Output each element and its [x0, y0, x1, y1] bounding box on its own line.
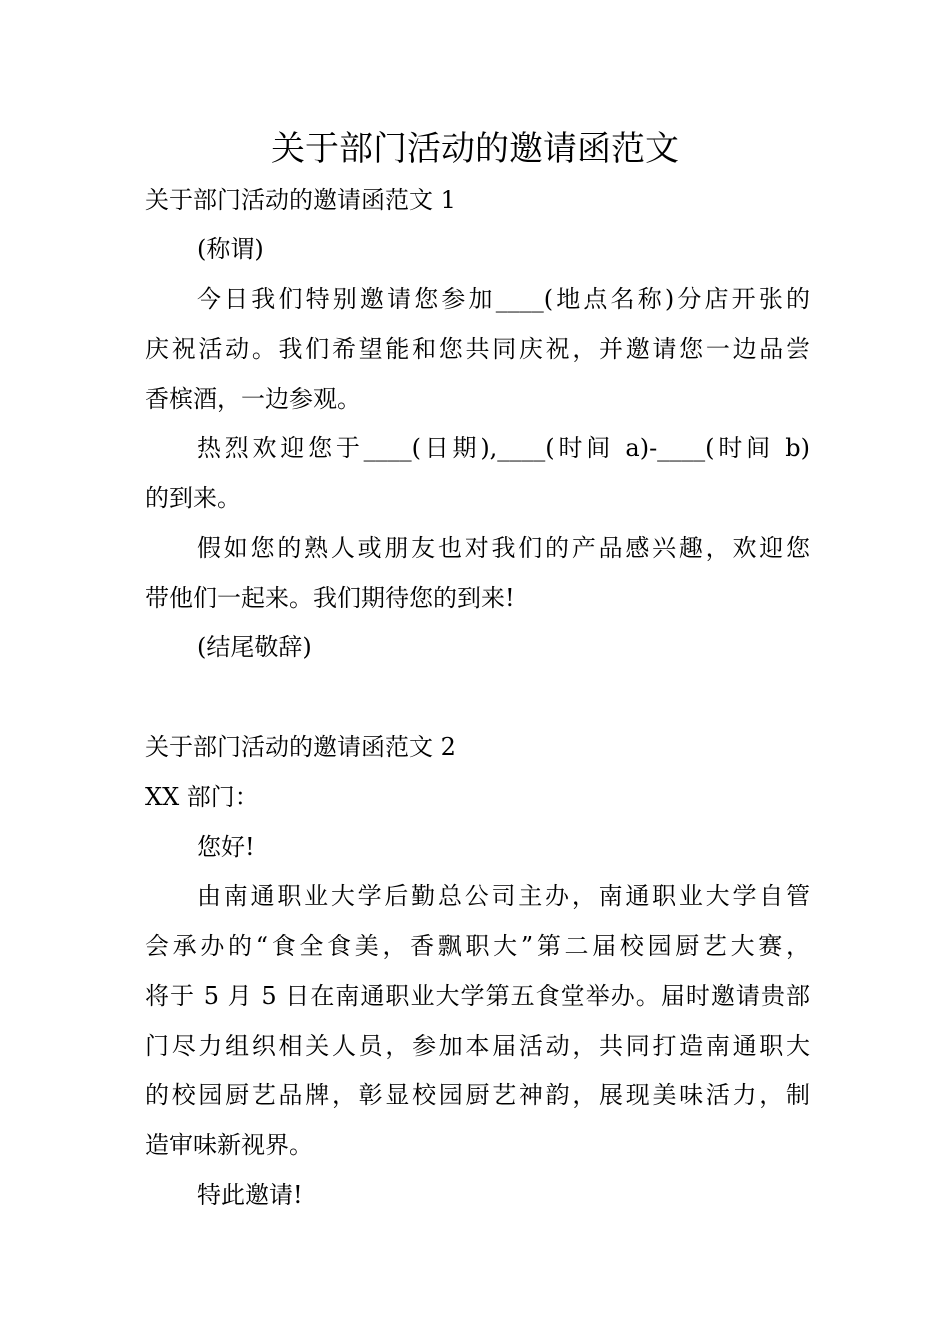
- section1-paragraph1-line2: 庆祝活动。我们希望能和您共同庆祝，并邀请您一边品尝: [145, 335, 810, 363]
- section1-paragraph3-line2: 带他们一起来。我们期待您的到来!: [145, 584, 515, 612]
- section1-paragraph1-line1: 今日我们特别邀请您参加____(地点名称)分店开张的: [197, 285, 810, 313]
- section1-paragraph2-line1: 热烈欢迎您于____(日期),____(时间 a)-____(时间 b): [197, 434, 810, 462]
- section2-greeting: 您好!: [197, 833, 255, 861]
- section2-paragraph1-line3: 将于 5 月 5 日在南通职业大学第五食堂举办。届时邀请贵部: [145, 982, 810, 1010]
- section1-heading: 关于部门活动的邀请函范文 1: [145, 186, 456, 214]
- document-title: 关于部门活动的邀请函范文: [271, 129, 679, 169]
- section2-paragraph1-line2: 会承办的“食全食美，香飘职大”第二届校园厨艺大赛，: [145, 932, 810, 960]
- section2-closing: 特此邀请!: [197, 1181, 303, 1209]
- section2-paragraph1-line4: 门尽力组织相关人员，参加本届活动，共同打造南通职大: [145, 1032, 810, 1060]
- section2-heading: 关于部门活动的邀请函范文 2: [145, 733, 456, 761]
- section1-salutation: (称谓): [197, 235, 264, 263]
- section2-paragraph1-line5: 的校园厨艺品牌，彰显校园厨艺神韵，展现美味活力，制: [145, 1081, 810, 1109]
- section1-paragraph2-line2: 的到来。: [145, 484, 241, 512]
- section1-paragraph3-line1: 假如您的熟人或朋友也对我们的产品感兴趣，欢迎您: [197, 534, 810, 562]
- section1-paragraph1-line3: 香槟酒，一边参观。: [145, 385, 361, 413]
- section2-paragraph1-line6: 造审味新视界。: [145, 1131, 313, 1159]
- section1-closing: (结尾敬辞): [197, 633, 312, 661]
- section2-paragraph1-line1: 由南通职业大学后勤总公司主办，南通职业大学自管: [197, 882, 810, 910]
- section2-addressee: XX 部门：: [145, 783, 259, 811]
